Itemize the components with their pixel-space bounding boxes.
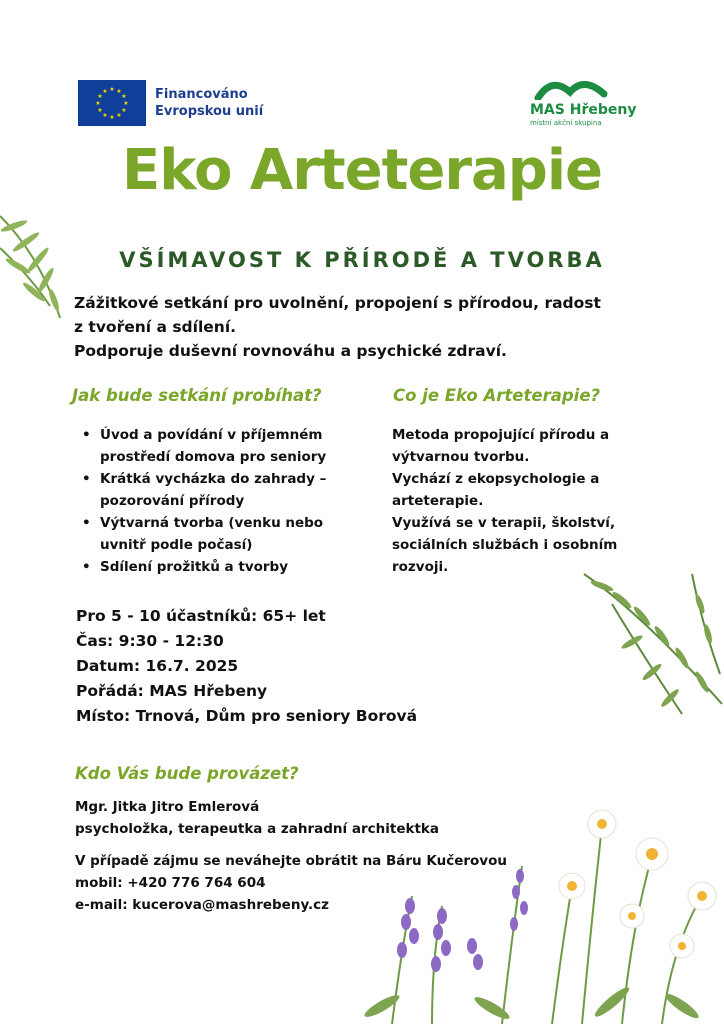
mas-name: MAS Hřebeny bbox=[530, 102, 637, 118]
about-line: sociálních službách i osobním bbox=[392, 537, 618, 553]
time: Čas: 9:30 - 12:30 bbox=[76, 632, 224, 650]
svg-text:★: ★ bbox=[102, 112, 108, 119]
svg-text:★: ★ bbox=[109, 86, 115, 93]
contact-email: e-mail: kucerova@mashrebeny.cz bbox=[75, 897, 329, 913]
date: Datum: 16.7. 2025 bbox=[76, 657, 239, 675]
list-item: • Krátká vycházka do zahrady – pozorování přírody bbox=[82, 471, 327, 509]
mas-logo bbox=[530, 74, 642, 127]
about-heading: Co je Eko Arteterapie? bbox=[393, 386, 601, 405]
wildflowers-icon bbox=[352, 796, 724, 1024]
contact-phone: mobil: +420 776 764 604 bbox=[75, 875, 266, 891]
intro-text bbox=[74, 291, 664, 363]
svg-text:★: ★ bbox=[97, 93, 103, 100]
svg-text:★: ★ bbox=[121, 107, 127, 114]
contact-line: V případě zájmu se neváhejte obrátit na Báru Kučerovou bbox=[75, 853, 507, 869]
svg-text:★: ★ bbox=[116, 88, 122, 95]
about-line: Metoda propojující přírodu a bbox=[392, 427, 610, 443]
svg-text:★: ★ bbox=[123, 100, 129, 107]
about-line: výtvarnou tvorbu. bbox=[392, 449, 530, 465]
svg-text:★: ★ bbox=[116, 112, 122, 119]
organizer: Pořádá: MAS Hřebeny bbox=[76, 682, 268, 700]
list-item: • Sdílení prožitků a tvorby bbox=[82, 559, 289, 575]
participants: Pro 5 - 10 účastníků: 65+ let bbox=[76, 607, 326, 625]
eu-funding-logo bbox=[78, 80, 263, 126]
about-text bbox=[392, 424, 672, 578]
eu-line1: Financováno bbox=[155, 87, 248, 102]
intro-line: Podporuje duševní rovnováhu a psychické zdraví. bbox=[74, 342, 507, 360]
eu-line2: Evropskou unií bbox=[155, 104, 264, 119]
guide-heading: Kdo Vás bude provázet? bbox=[75, 764, 299, 783]
intro-line: Zážitkové setkání pro uvolnění, propojení s přírodou, radost bbox=[74, 294, 601, 312]
about-line: arteterapie. bbox=[392, 493, 484, 509]
list-item: • Úvod a povídání v příjemném prostředí domova pro seniory bbox=[82, 427, 327, 465]
hills-icon bbox=[534, 74, 614, 100]
svg-text:★: ★ bbox=[109, 114, 115, 121]
intro-line: z tvoření a sdílení. bbox=[74, 318, 237, 336]
rosemary-right-icon bbox=[582, 564, 724, 724]
eu-flag-icon bbox=[78, 80, 146, 126]
about-line: Vychází z ekopsychologie a bbox=[392, 471, 600, 487]
svg-text:★: ★ bbox=[97, 107, 103, 114]
guide-role: psycholožka, terapeutka a zahradní architektka bbox=[75, 821, 440, 837]
place: Místo: Trnová, Dům pro seniory Borová bbox=[76, 707, 418, 725]
page-title: Eko Arteterapie bbox=[121, 138, 603, 203]
eu-funding-text bbox=[155, 86, 263, 120]
svg-text:★: ★ bbox=[121, 93, 127, 100]
event-details bbox=[76, 604, 417, 729]
about-line: Využívá se v terapii, školství, bbox=[392, 515, 616, 531]
mas-subtitle: místní akční skupina bbox=[530, 119, 602, 127]
svg-text:★: ★ bbox=[95, 100, 101, 107]
program-list bbox=[78, 424, 378, 578]
about-line: rozvoji. bbox=[392, 559, 449, 575]
guide-name: Mgr. Jitka Jitro Emlerová bbox=[75, 799, 260, 815]
program-heading: Jak bude setkání probíhat? bbox=[72, 386, 322, 405]
list-item: • Výtvarná tvorba (venku nebo uvnitř podle počasí) bbox=[82, 515, 324, 553]
svg-text:★: ★ bbox=[102, 88, 108, 95]
page-subtitle: VŠÍMAVOST K PŘÍRODĚ A TVORBA bbox=[119, 248, 605, 272]
